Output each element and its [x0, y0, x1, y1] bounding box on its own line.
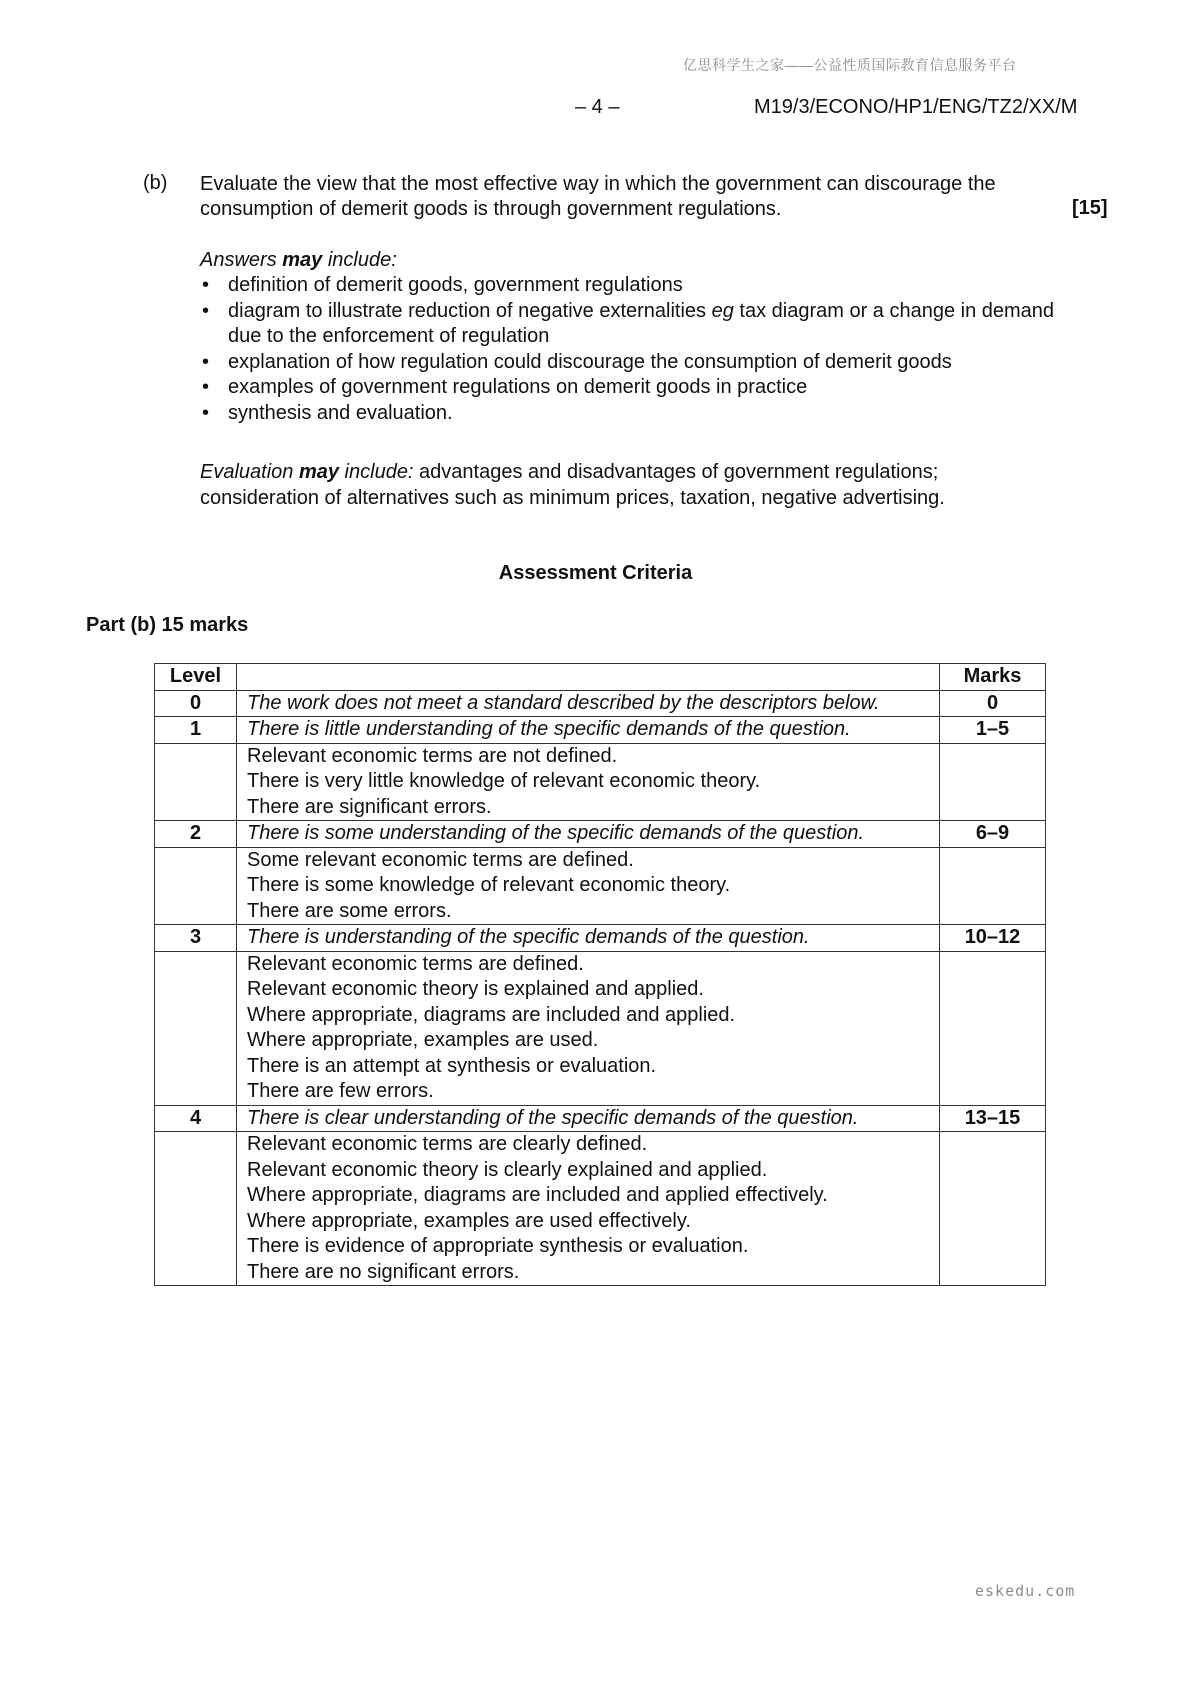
- table-row: [155, 951, 1046, 1105]
- descriptor-details: [237, 1132, 940, 1286]
- list-item: • examples of government regulations on demerit goods in practice: [200, 375, 1080, 401]
- table-row: [155, 847, 1046, 925]
- descriptor-summary: There is some understanding of the specific demands of the question.: [237, 821, 940, 848]
- descriptor-summary: There is clear understanding of the specific demands of the question.: [237, 1105, 940, 1132]
- level-cell: 1: [155, 717, 237, 744]
- site-watermark: 亿思科学生之家——公益性质国际教育信息服务平台: [683, 57, 1017, 73]
- marks-cell: 10–12: [940, 925, 1046, 952]
- list-item: • synthesis and evaluation.: [200, 401, 1080, 427]
- empty-cell: [155, 1132, 237, 1286]
- descriptor-details: [237, 743, 940, 821]
- marks-cell: 0: [940, 690, 1046, 717]
- marks-cell: 1–5: [940, 717, 1046, 744]
- table-header-row: [155, 664, 1046, 691]
- marks-cell: 6–9: [940, 821, 1046, 848]
- assessment-criteria-table: [154, 663, 1046, 1286]
- table-row: [155, 690, 1046, 717]
- detail-line: There are significant errors.: [247, 795, 492, 818]
- level-cell: 4: [155, 1105, 237, 1132]
- descriptor-summary: There is understanding of the specific demands of the question.: [237, 925, 940, 952]
- answers-intro: Answers may include:: [200, 249, 397, 271]
- table-row: [155, 743, 1046, 821]
- part-title: Part (b) 15 marks: [86, 614, 249, 636]
- descriptor-summary: There is little understanding of the specific demands of the question.: [237, 717, 940, 744]
- page-number: – 4 –: [575, 96, 620, 118]
- level-cell: 0: [155, 690, 237, 717]
- detail-line: There is an attempt at synthesis or evaluation.: [247, 1054, 657, 1077]
- detail-line: Where appropriate, examples are used.: [247, 1029, 599, 1051]
- empty-cell: [155, 847, 237, 925]
- detail-line: Relevant economic terms are clearly defined.: [247, 1133, 648, 1155]
- detail-line: Relevant economic theory is explained and applied.: [247, 978, 704, 1000]
- table-row: [155, 925, 1046, 952]
- question-letter: (b): [143, 172, 168, 194]
- descriptor-details: [237, 951, 940, 1105]
- list-item: • diagram to illustrate reduction of negative externalities eg tax diagram or a change in demand due to the enforcement of regulation: [200, 299, 1080, 350]
- detail-line: Relevant economic theory is clearly explained and applied.: [247, 1158, 768, 1181]
- answers-section: [200, 247, 1080, 426]
- detail-line: There is very little knowledge of relevant economic theory.: [247, 770, 761, 792]
- detail-line: Where appropriate, examples are used effectively.: [247, 1209, 691, 1232]
- empty-cell: [940, 847, 1046, 925]
- list-item: • explanation of how regulation could discourage the consumption of demerit goods: [200, 350, 1080, 376]
- empty-cell: [940, 1132, 1046, 1286]
- question-marks: [15]: [1072, 197, 1108, 219]
- descriptor-details: [237, 847, 940, 925]
- marks-header: Marks: [940, 664, 1046, 691]
- evaluation-paragraph: Evaluation may include: advantages and disadvantages of government regulations; consideration of alternatives such as minimum prices, taxation, negative advertising.: [200, 461, 945, 509]
- detail-line: There is some knowledge of relevant economic theory.: [247, 874, 731, 896]
- empty-cell: [155, 743, 237, 821]
- descriptor-header: [237, 664, 940, 691]
- detail-line: There are few errors.: [247, 1080, 434, 1102]
- table-row: [155, 1105, 1046, 1132]
- answers-list: [200, 273, 1080, 426]
- detail-line: Relevant economic terms are defined.: [247, 952, 584, 975]
- level-cell: 3: [155, 925, 237, 952]
- detail-line: Some relevant economic terms are defined.: [247, 848, 634, 871]
- question-text: Evaluate the view that the most effective way in which the government can discourage the consumption of demerit goods is through government regulations.: [200, 173, 996, 220]
- detail-line: There is evidence of appropriate synthesis or evaluation.: [247, 1235, 749, 1257]
- empty-cell: [940, 951, 1046, 1105]
- detail-line: Where appropriate, diagrams are included and applied effectively.: [247, 1184, 828, 1206]
- empty-cell: [155, 951, 237, 1105]
- table-row: [155, 821, 1046, 848]
- marks-cell: 13–15: [940, 1105, 1046, 1132]
- detail-line: There are some errors.: [247, 899, 452, 922]
- detail-line: There are no significant errors.: [247, 1260, 520, 1283]
- level-cell: 2: [155, 821, 237, 848]
- section-title: Assessment Criteria: [498, 562, 693, 584]
- detail-line: Relevant economic terms are not defined.: [247, 744, 618, 767]
- list-item: • definition of demerit goods, government regulations: [200, 273, 1080, 299]
- document-code: M19/3/ECONO/HP1/ENG/TZ2/XX/M: [754, 96, 1078, 118]
- detail-line: Where appropriate, diagrams are included and applied.: [247, 1003, 736, 1026]
- table-row: [155, 1132, 1046, 1286]
- descriptor-summary: The work does not meet a standard described by the descriptors below.: [237, 690, 940, 717]
- footer-watermark: eskedu.com: [975, 1582, 1076, 1600]
- empty-cell: [940, 743, 1046, 821]
- level-header: Level: [155, 664, 237, 691]
- table-row: [155, 717, 1046, 744]
